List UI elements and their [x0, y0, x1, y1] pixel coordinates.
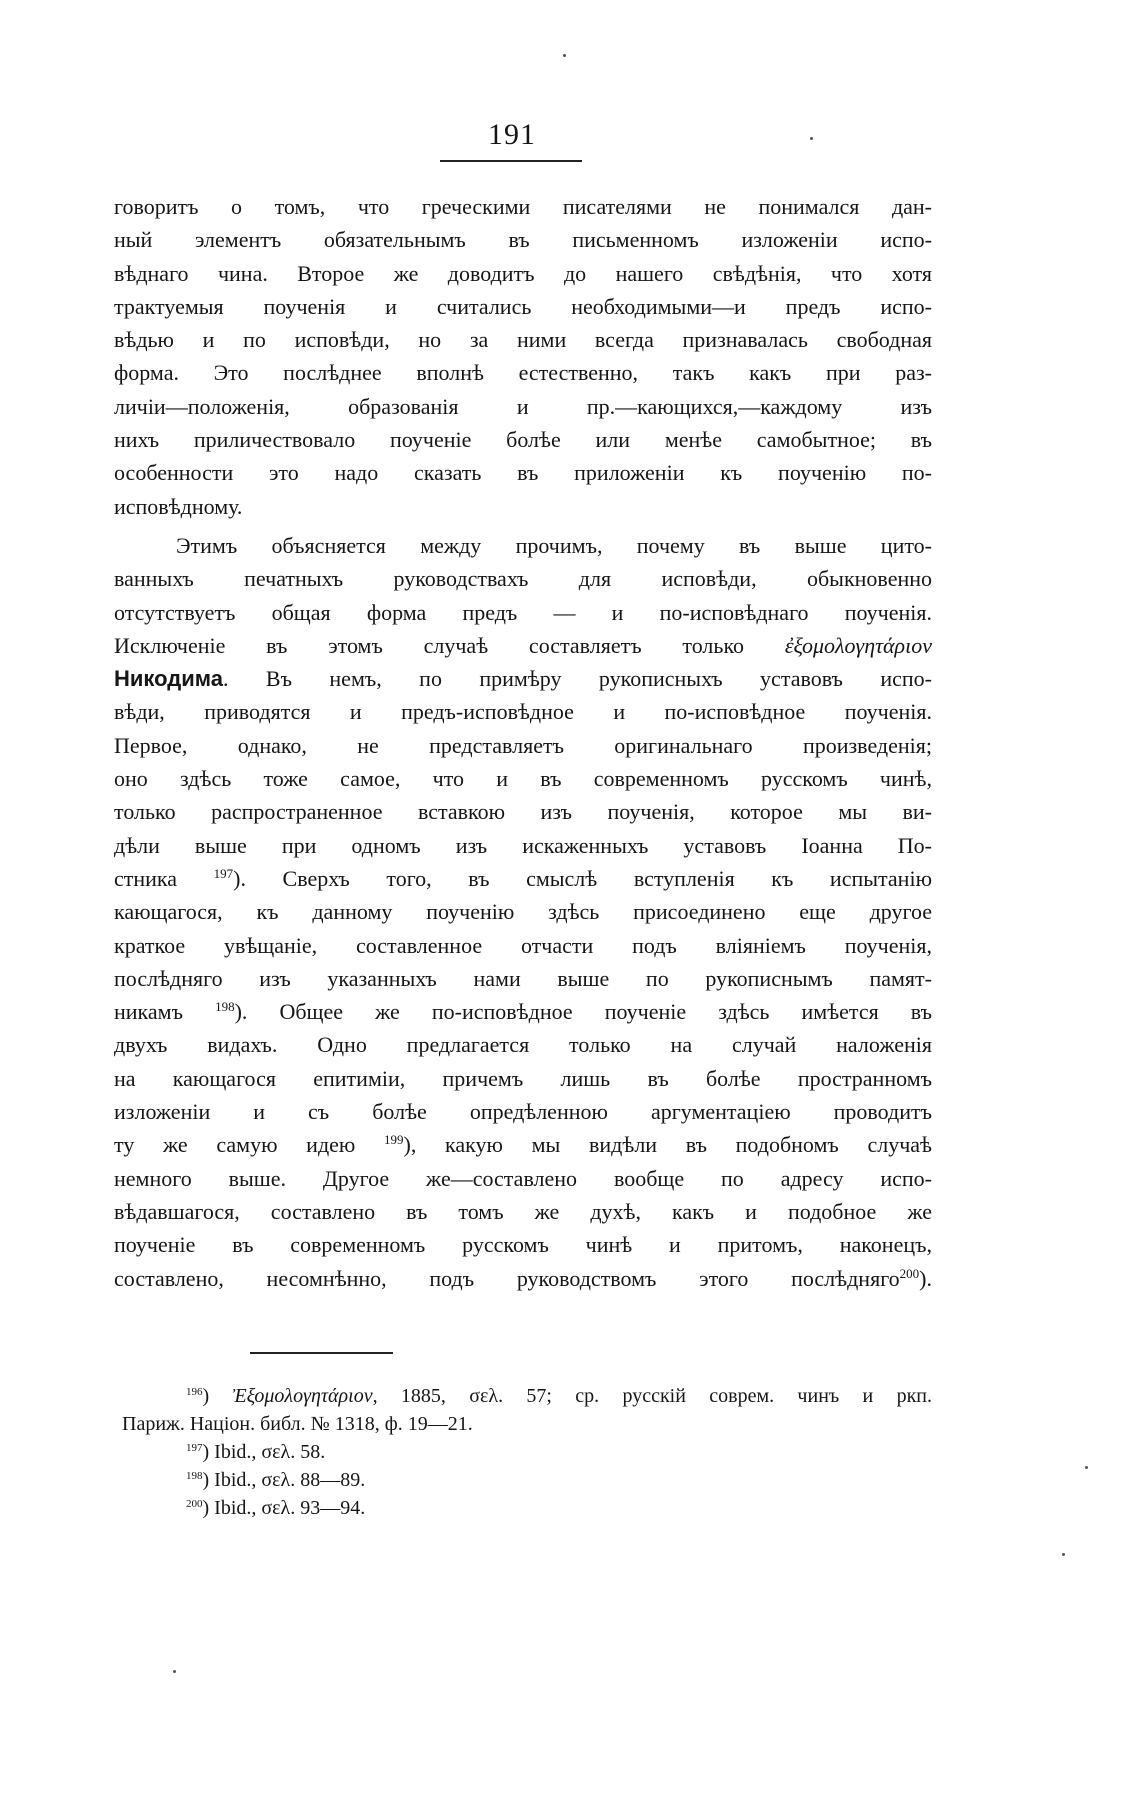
text-segment: ту же самую идею — [114, 1132, 356, 1158]
text-segment: ). — [919, 1265, 932, 1291]
footnote — [122, 1438, 932, 1466]
page-number-rule — [440, 160, 582, 162]
text-segment: . Въ немъ, по примѣру рукописныхъ уставовъ испо- — [223, 666, 932, 692]
text-line: форма. Это послѣднее вполнѣ естественно, такъ какъ при раз- — [114, 360, 932, 386]
paper-speck — [173, 1670, 176, 1673]
text-segment: ), какую мы видѣли въ подобномъ случаѣ — [403, 1132, 932, 1158]
text-line: Этимъ объясняется между прочимъ, почему въ выше цито- — [176, 532, 932, 558]
paper-speck — [1062, 1553, 1065, 1556]
text-line: ванныхъ печатныхъ руководствахъ для исповѣди, обыкновенно — [114, 566, 932, 592]
text-segment: , 1885, σελ. 57; ср. русскій соврем. чинъ и ркп. — [372, 1385, 932, 1407]
text-line: ный элементъ обязательнымъ въ письменномъ изложеніи испо- — [114, 227, 932, 253]
text-line: вѣдавшагося, составлено въ томъ же духѣ, какъ и подобное же — [114, 1198, 932, 1224]
text-line — [114, 1128, 932, 1161]
text-segment: ). Общее же по-исповѣдное поученіе здѣсь имѣется въ — [234, 999, 932, 1025]
footnote-ref[interactable]: 198 — [215, 999, 235, 1015]
text-line: отсутствуетъ общая форма предъ — и по-исповѣднаго поученія. — [114, 599, 932, 625]
footnotes — [122, 1382, 932, 1522]
text-line — [114, 1262, 932, 1295]
footnote-ref[interactable]: 197 — [213, 865, 234, 881]
paper-speck — [810, 137, 813, 140]
text-segment: Исключеніе въ этомъ случаѣ составляетъ только — [114, 632, 745, 658]
text-segment: ) Ibid., σελ. 93—94. — [202, 1497, 366, 1519]
footnote-mark: 196 — [186, 1386, 203, 1398]
text-line: на кающагося епитиміи, причемъ лишь въ болѣе пространномъ — [114, 1065, 932, 1091]
footnote — [122, 1466, 932, 1494]
footnote-mark: 197 — [186, 1442, 203, 1454]
text-segment: ) Ibid., σελ. 88—89. — [202, 1469, 366, 1491]
author-name: Никодима — [114, 666, 223, 692]
footnote-separator — [250, 1352, 393, 1354]
text-line: Первое, однако, не представляетъ оригинальнаго произведенія; — [114, 732, 932, 758]
footnote-mark: 200 — [186, 1498, 203, 1510]
paper-speck — [1085, 1466, 1088, 1469]
text-segment: ). Сверхъ того, въ смыслѣ вступленія къ испытанію — [233, 865, 932, 891]
text-line: личіи—положенія, образованія и пр.—кающихся,—каждому изъ — [114, 393, 932, 419]
text-line: краткое увѣщаніе, составленное отчасти подъ вліяніемъ поученія, — [114, 932, 932, 958]
text-line: трактуемыя поученія и считались необходимыми—и предъ испо- — [114, 293, 932, 319]
text-line — [114, 862, 932, 895]
text-segment: никамъ — [114, 999, 183, 1025]
footnote-ref[interactable]: 200 — [899, 1265, 920, 1281]
text-line: вѣдью и по исповѣди, но за ними всегда признавалась свободная — [114, 327, 932, 353]
text-line: послѣдняго изъ указанныхъ нами выше по рукописнымъ памят- — [114, 965, 932, 991]
footnote — [122, 1494, 932, 1522]
text-line: кающагося, къ данному поученію здѣсь присоединено еще другое — [114, 899, 932, 925]
text-line — [114, 662, 932, 695]
text-line: оно здѣсь тоже самое, что и въ современномъ русскомъ чинѣ, — [114, 766, 932, 792]
text-line: вѣднаго чина. Второе же доводитъ до нашего свѣдѣнія, что хотя — [114, 260, 932, 286]
text-line: говоритъ о томъ, что греческими писателями не понимался дан- — [114, 194, 932, 219]
text-segment: ) Ibid., σελ. 58. — [202, 1441, 326, 1463]
text-line: поученіе въ современномъ русскомъ чинѣ и притомъ, наконецъ, — [114, 1232, 932, 1258]
text-line: особенности это надо сказать въ приложеніи къ поученію по- — [114, 460, 932, 486]
footnote-continuation: Париж. Націон. библ. № 1318, ф. 19—21. — [122, 1413, 473, 1435]
text-line: двухъ видахъ. Одно предлагается только на случай наложенія — [114, 1032, 932, 1058]
text-segment: ) — [202, 1385, 233, 1407]
footnote-mark: 198 — [186, 1470, 203, 1482]
text-segment: составлено, несомнѣнно, подъ руководствомъ этого послѣдняго — [114, 1265, 900, 1291]
text-line: изложеніи и съ болѣе опредѣленною аргументаціею проводитъ — [114, 1099, 932, 1125]
text-line: нихъ приличествовало поученіе болѣе или менѣе самобытное; въ — [114, 427, 932, 453]
page-number: 191 — [488, 118, 536, 151]
body-text — [114, 190, 932, 1295]
greek-title: ἐξομολογητάριον — [784, 632, 932, 658]
text-line: только распространенное вставкою изъ поученія, которое мы ви- — [114, 799, 932, 825]
paper-speck — [563, 54, 566, 57]
text-line — [114, 629, 932, 662]
text-segment: стника — [114, 865, 178, 891]
text-line: дѣли выше при одномъ изъ искаженныхъ уставовъ Іоанна По- — [114, 832, 932, 858]
text-line: немного выше. Другое же—составлено вообще по адресу испо- — [114, 1165, 932, 1191]
footnote-ref[interactable]: 199 — [384, 1132, 404, 1148]
greek-title: Ἐξομολογητάριον — [232, 1385, 373, 1407]
footnote — [122, 1382, 932, 1410]
text-line — [114, 995, 932, 1028]
text-line: исповѣдному. — [114, 493, 243, 519]
text-line: вѣди, приводятся и предъ-исповѣдное и по-исповѣдное поученія. — [114, 699, 932, 725]
